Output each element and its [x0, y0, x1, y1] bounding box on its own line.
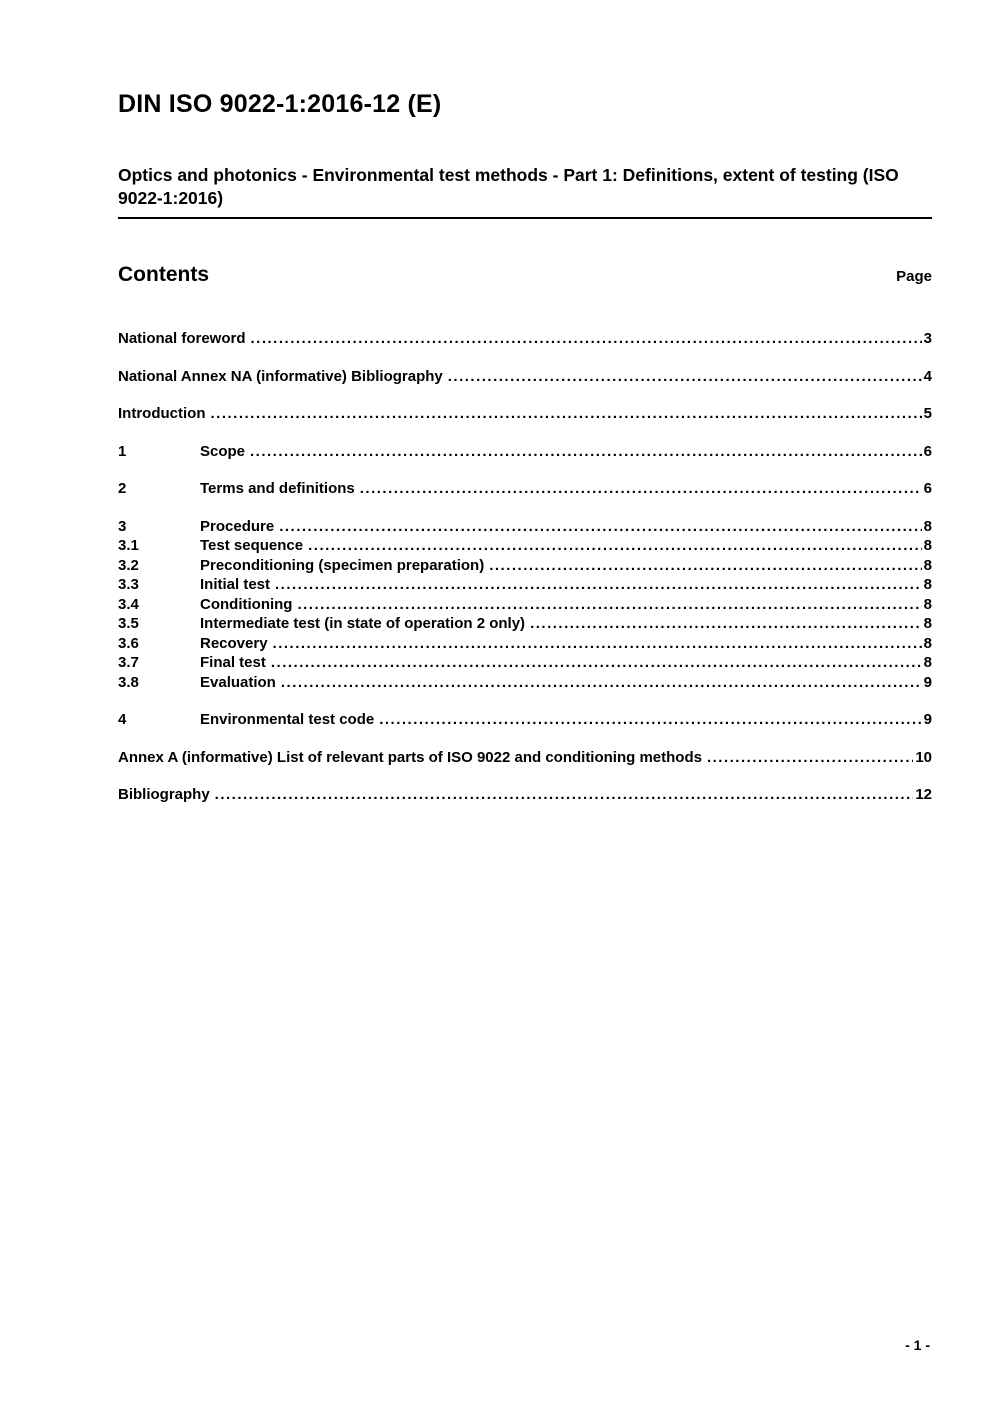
dot-leader: [210, 404, 921, 424]
toc-entry: [118, 785, 932, 805]
toc-entry-title: Terms and definitions: [200, 480, 355, 497]
toc-entry-page: 10: [915, 748, 932, 766]
toc-entry: [118, 653, 932, 673]
toc-entry: [118, 404, 932, 424]
page-content: [118, 0, 932, 805]
dot-leader: [360, 479, 922, 499]
dot-leader: [308, 536, 922, 556]
toc-entry: [118, 367, 932, 387]
toc-entry-title: Evaluation: [200, 673, 276, 691]
toc-entry: [118, 614, 932, 634]
toc-entry-number: 4: [118, 711, 127, 728]
toc-entry-title: Environmental test code: [200, 711, 375, 728]
dot-leader: [489, 556, 921, 576]
dot-leader: [530, 614, 922, 634]
dot-leader: [281, 673, 922, 693]
dot-leader: [379, 710, 921, 730]
toc-entry-page: 3: [923, 330, 932, 347]
toc-entry-page: 9: [923, 673, 932, 691]
toc-entry-page: 12: [915, 786, 932, 803]
toc-entry-title: National foreword: [118, 330, 246, 347]
toc-entry-title: Procedure: [200, 517, 275, 535]
toc-entry-page: 8: [923, 576, 932, 593]
toc-entry-page: 8: [923, 537, 932, 554]
toc-entry: [118, 673, 932, 693]
toc-entry-page: 8: [923, 634, 932, 652]
toc-entry: [118, 634, 932, 654]
toc-entry-title: Conditioning: [200, 595, 293, 613]
toc-entry-number: 3.4: [118, 595, 139, 613]
toc-entry: [118, 329, 932, 349]
toc-entry: [118, 710, 932, 730]
toc-entry-page: 8: [923, 595, 932, 613]
toc-entry-page: 5: [923, 405, 932, 422]
toc-entry-title: Recovery: [200, 634, 268, 652]
toc-entry: [118, 556, 932, 576]
toc-entry: [118, 536, 932, 556]
toc-entry-page: 8: [923, 517, 932, 535]
document-code-title: DIN ISO 9022-1:2016-12 (E): [118, 90, 442, 118]
toc-entry-number: 3.2: [118, 556, 139, 574]
toc-entry-page: 9: [923, 711, 932, 728]
toc-entry-title: Scope: [200, 442, 246, 460]
toc-entry: [118, 479, 932, 499]
toc-entry-title: Final test: [200, 654, 266, 671]
toc-entry-page: 6: [923, 442, 932, 460]
dot-leader: [297, 595, 921, 615]
toc-entry-number: 2: [118, 480, 127, 497]
contents-header-row: [118, 263, 932, 287]
toc-entry-number: 3.1: [118, 537, 139, 554]
dot-leader: [707, 748, 913, 768]
dot-leader: [271, 653, 922, 673]
toc-entry: [118, 748, 932, 768]
toc-entry-title: Test sequence: [200, 537, 304, 554]
toc-entry-page: 8: [923, 654, 932, 671]
toc-entry-title: Bibliography: [118, 786, 210, 803]
toc-entry-title: Annex A (informative) List of relevant parts of ISO 9022 and conditioning methods: [118, 748, 702, 766]
toc-entry-number: 3.6: [118, 634, 139, 652]
dot-leader: [251, 329, 922, 349]
contents-heading: Contents: [118, 263, 209, 286]
toc-entry-title: Preconditioning (specimen preparation): [200, 556, 485, 574]
toc-entry-number: 3.5: [118, 615, 139, 632]
toc-entry: [118, 595, 932, 615]
toc-entry-number: 3.7: [118, 654, 139, 671]
toc-entry-title: National Annex NA (informative) Bibliography: [118, 367, 443, 385]
dot-leader: [448, 367, 922, 387]
dot-leader: [275, 575, 922, 595]
toc-entry-number: 1: [118, 442, 127, 460]
table-of-contents: [118, 329, 932, 805]
toc-entry-page: 8: [923, 615, 932, 632]
toc-entry: [118, 575, 932, 595]
toc-entry-number: 3: [118, 517, 127, 535]
dot-leader: [215, 785, 914, 805]
toc-entry-page: 4: [923, 367, 932, 385]
document-subtitle: Optics and photonics - Environmental test methods - Part 1: Definitions, extent of testing (ISO 9022-1:2016): [118, 164, 932, 219]
dot-leader: [273, 634, 922, 654]
toc-entry-title: Introduction: [118, 405, 206, 422]
footer-page-number: - 1 -: [905, 1337, 930, 1353]
toc-entry-number: 3.3: [118, 576, 139, 593]
page-column-heading: Page: [896, 268, 932, 285]
toc-entry-number: 3.8: [118, 673, 139, 691]
toc-entry-page: 6: [923, 480, 932, 497]
toc-entry: [118, 442, 932, 462]
dot-leader: [250, 442, 922, 462]
toc-entry-page: 8: [923, 556, 932, 574]
dot-leader: [279, 517, 921, 537]
toc-entry-title: Initial test: [200, 576, 271, 593]
toc-entry-title: Intermediate test (in state of operation 2 only): [200, 615, 526, 632]
toc-entry: [118, 517, 932, 537]
